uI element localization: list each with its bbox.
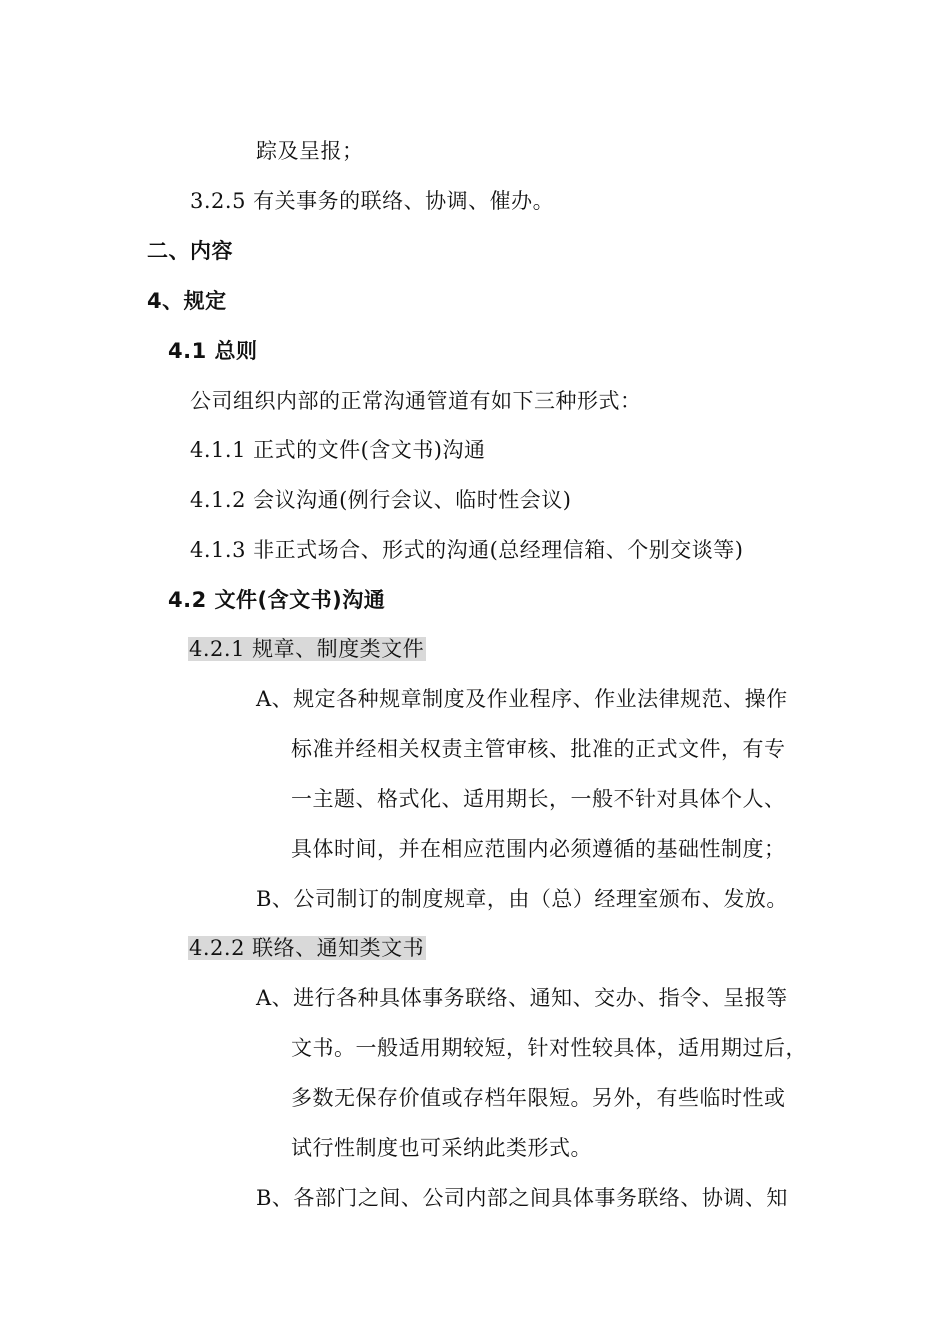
text-line: A、进行各种具体事务联络、通知、交办、指令、呈报等	[256, 986, 788, 1010]
text-line-4-1-1: 4.1.1 正式的文件(含文书)沟通	[190, 438, 486, 462]
text-line: 具体时间，并在相应范围内必须遵循的基础性制度；	[291, 837, 786, 861]
section-heading-4-1: 4.1 总则	[168, 339, 258, 363]
section-heading-4: 4、规定	[147, 289, 227, 313]
text-line: B、各部门之间、公司内部之间具体事务联络、协调、知	[256, 1186, 788, 1210]
text-line: 文书。一般适用期较短，针对性较具体，适用期过后，	[291, 1036, 807, 1060]
highlighted-heading-4-2-1	[188, 634, 426, 664]
text-line-4-1-2: 4.1.2 会议沟通(例行会议、临时性会议)	[190, 488, 572, 512]
text-line: B、公司制订的制度规章，由（总）经理室颁布、发放。	[256, 887, 788, 911]
section-heading-content: 二、内容	[147, 239, 233, 263]
text-line: 公司组织内部的正常沟通管道有如下三种形式：	[190, 389, 642, 413]
text-line: 多数无保存价值或存档年限短。另外，有些临时性或	[291, 1086, 786, 1110]
section-heading-4-2: 4.2 文件(含文书)沟通	[168, 588, 386, 612]
text-line: 踪及呈报；	[256, 139, 364, 163]
highlight: 4.2.2 联络、通知类文书	[189, 936, 425, 960]
text-line-4-1-3: 4.1.3 非正式场合、形式的沟通(总经理信箱、个别交谈等)	[190, 538, 744, 562]
text-line: A、规定各种规章制度及作业程序、作业法律规范、操作	[256, 687, 788, 711]
text-line: 试行性制度也可采纳此类形式。	[291, 1136, 592, 1160]
highlight: 4.2.1 规章、制度类文件	[189, 637, 425, 661]
text-line: 标准并经相关权责主管审核、批准的正式文件，有专	[291, 737, 786, 761]
highlighted-heading-4-2-2	[188, 933, 426, 963]
text-line: 一主题、格式化、适用期长，一般不针对具体个人、	[291, 787, 786, 811]
text-line-3-2-5: 3.2.5 有关事务的联络、协调、催办。	[190, 189, 555, 213]
